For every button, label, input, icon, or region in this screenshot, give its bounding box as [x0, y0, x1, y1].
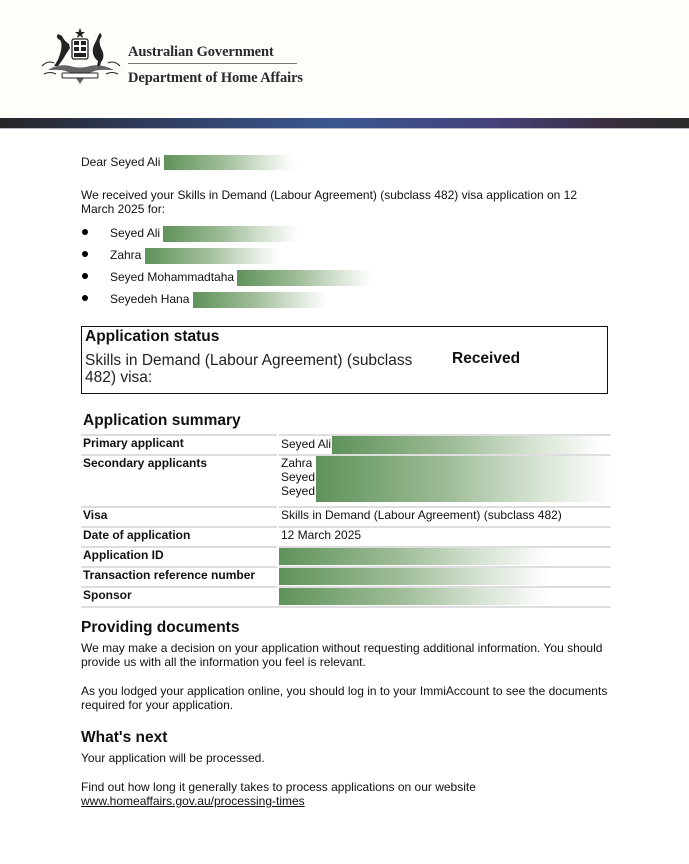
- redacted-application-id: [279, 548, 549, 565]
- applicant-name: Seyedeh Hana: [110, 292, 190, 307]
- row-label: Secondary applicants: [81, 455, 278, 507]
- table-row: [81, 507, 611, 527]
- processing-times-link[interactable]: www.homeaffairs.gov.au/processing-times: [81, 794, 305, 808]
- primary-applicant-name: Seyed Ali: [281, 437, 332, 452]
- list-item: [81, 292, 372, 314]
- row-value: Skills in Demand (Labour Agreement) (subclass 482): [278, 507, 611, 527]
- list-item: [81, 226, 372, 248]
- row-label: Transaction reference number: [81, 567, 278, 587]
- summary-title: Application summary: [83, 412, 241, 429]
- documents-paragraph: As you lodged your application online, you should log in to your ImmiAccount to see the documents required for your application.: [81, 684, 608, 712]
- row-label: Sponsor: [81, 587, 278, 607]
- documents-paragraph: We may make a decision on your application without requesting additional information. You should provide us with all the information you feel is relevant.: [81, 641, 603, 669]
- secondary-applicant-name: Zahra: [281, 456, 313, 470]
- status-title: Application status: [85, 328, 220, 345]
- row-value: [278, 435, 611, 455]
- intro-paragraph: We received your Skills in Demand (Labour Agreement) (subclass 482) visa application on 12 March 2025 for:: [81, 188, 578, 216]
- application-status-box: [81, 326, 608, 394]
- list-item: [81, 248, 372, 270]
- application-summary-table: [81, 434, 611, 608]
- redacted-sponsor: [279, 588, 549, 605]
- redacted-surname: [145, 248, 280, 264]
- applicant-name: Seyed Mohammadtaha: [110, 270, 235, 285]
- row-value: [278, 587, 611, 607]
- redacted-surname: [237, 270, 372, 286]
- status-badge: Received: [452, 350, 521, 367]
- secondary-applicant-list: [281, 456, 609, 498]
- table-row: [81, 455, 611, 507]
- secondary-applicant-name: Seyed: [281, 484, 316, 498]
- letterhead: [0, 0, 689, 118]
- brand-bar: [0, 118, 689, 128]
- row-label: Primary applicant: [81, 435, 278, 455]
- row-label: Application ID: [81, 547, 278, 567]
- applicant-list: [81, 226, 372, 314]
- greeting: [81, 155, 294, 170]
- bullet-icon: [82, 273, 88, 279]
- applicant-name: Seyed Ali: [110, 226, 161, 241]
- bullet-icon: [82, 251, 88, 257]
- redacted-surname: [164, 155, 294, 170]
- redacted-names: [316, 456, 611, 502]
- status-visa-label: Skills in Demand (Labour Agreement) (subclass 482) visa:: [85, 352, 413, 386]
- redacted-surname: [163, 226, 298, 242]
- table-row: [81, 547, 611, 567]
- row-label: Visa: [81, 507, 278, 527]
- next-paragraph: Your application will be processed.: [81, 751, 265, 765]
- redacted-transaction-reference: [279, 568, 549, 585]
- header-divider: [128, 63, 297, 64]
- table-row: [81, 567, 611, 587]
- next-paragraph: [81, 780, 476, 808]
- table-row: [81, 435, 611, 455]
- government-name: Australian Government: [128, 44, 274, 60]
- row-value: [278, 567, 611, 587]
- applicant-name: Zahra: [110, 248, 142, 263]
- greeting-text: Dear Seyed Ali: [81, 155, 161, 169]
- department-name: Department of Home Affairs: [128, 70, 303, 86]
- processing-times-text: Find out how long it generally takes to process applications on our website: [81, 780, 476, 794]
- secondary-applicant-name: Seyed: [281, 470, 316, 484]
- redacted-surname: [193, 292, 328, 308]
- redacted-surname: [332, 436, 602, 454]
- row-value: 12 March 2025: [278, 527, 611, 547]
- table-row: [81, 527, 611, 547]
- row-value: [278, 455, 611, 507]
- row-label: Date of application: [81, 527, 278, 547]
- providing-documents-title: Providing documents: [81, 619, 240, 636]
- brand-bar-underline: [0, 128, 689, 129]
- list-item: [81, 270, 372, 292]
- coat-of-arms-icon: [40, 26, 122, 88]
- bullet-icon: [82, 229, 88, 235]
- row-value: [278, 547, 611, 567]
- bullet-icon: [82, 295, 88, 301]
- table-row: [81, 587, 611, 607]
- whats-next-title: What's next: [81, 729, 168, 746]
